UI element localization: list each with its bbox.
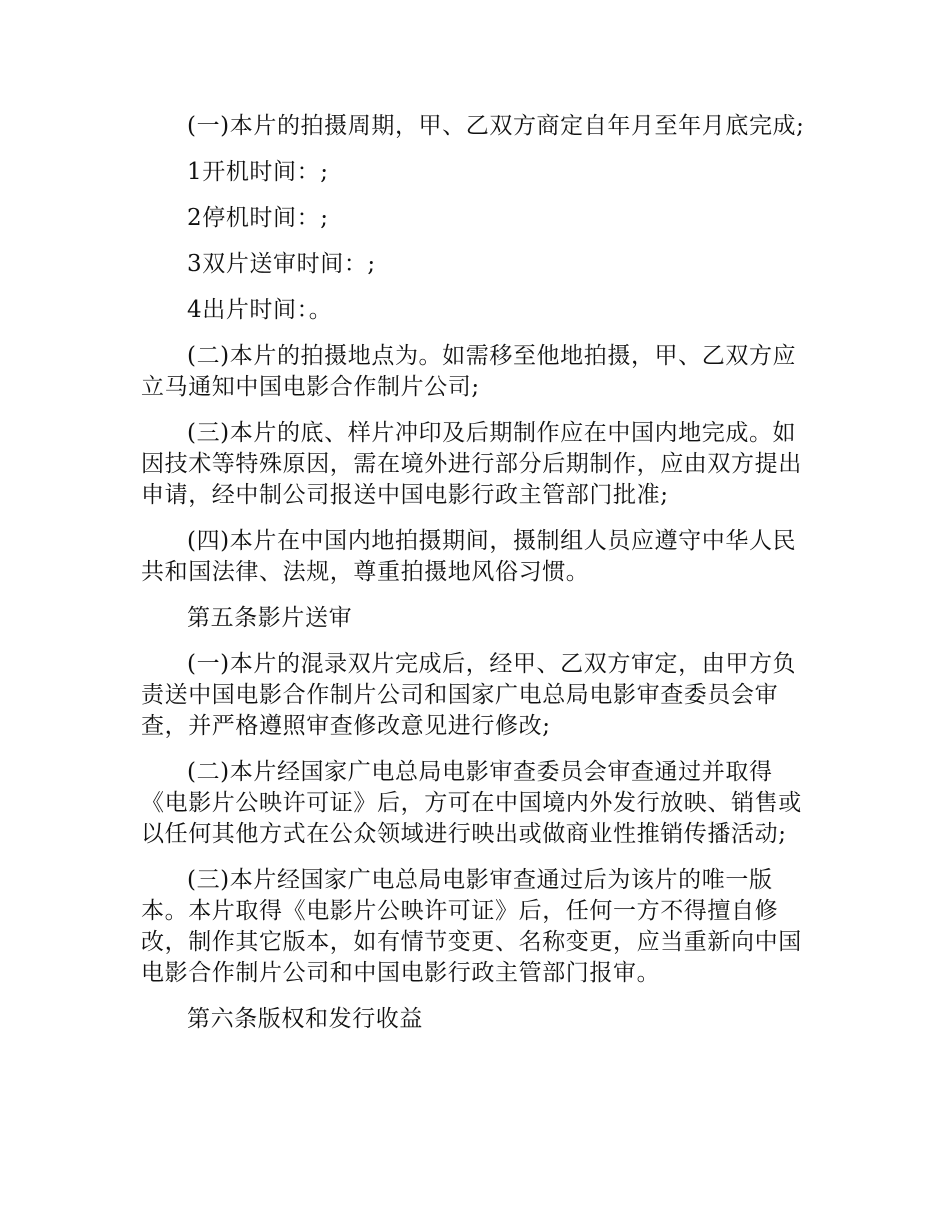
paragraph-shooting-location: (二)本片的拍摄地点为。如需移至他地拍摄，甲、乙双方应立马通知中国电影合作制片公司; [141,343,797,400]
section-heading-article-6: 第六条版权和发行收益 [187,1006,423,1032]
document-body [141,111,811,1050]
paragraph-release-time: 4出片时间：。 [187,297,333,323]
paragraph-crew-conduct: (四)本片在中国内地拍摄期间，摄制组人员应遵守中华人民共和国法律、法规，尊重拍摄地风俗习惯。 [141,528,797,585]
paragraph-review-time: 3双片送审时间：; [187,251,376,277]
paragraph-screening-license: (二)本片经国家广电总局电影审查委员会审查通过并取得《电影片公映许可证》后，方可在中国境内外发行放映、销售或以任何其他方式在公众领域进行映出或做商业性推销传播活动; [141,759,802,847]
paragraph-shooting-period: (一)本片的拍摄周期，甲、乙双方商定自年月至年月底完成; [187,113,805,139]
paragraph-post-production: (三)本片的底、样片冲印及后期制作应在中国内地完成。如因技术等特殊原因，需在境外进行部分后期制作，应由双方提出申请，经中制公司报送中国电影行政主管部门批准; [141,420,802,508]
section-heading-article-5: 第五条影片送审 [187,605,353,631]
paragraph-sole-version: (三)本片经国家广电总局电影审查通过后为该片的唯一版本。本片取得《电影片公映许可证》后，任何一方不得擅自修改，制作其它版本，如有情节变更、名称变更，应当重新向中国电影合作制片公司和中国电影行政主管部门报审。 [141,867,802,986]
paragraph-stop-time: 2停机时间：; [187,205,329,231]
paragraph-start-time: 1开机时间：; [187,159,329,185]
paragraph-review-submission: (一)本片的混录双片完成后，经甲、乙双方审定，由甲方负责送中国电影合作制片公司和国家广电总局电影审查委员会审查，并严格遵照审查修改意见进行修改; [141,651,797,739]
